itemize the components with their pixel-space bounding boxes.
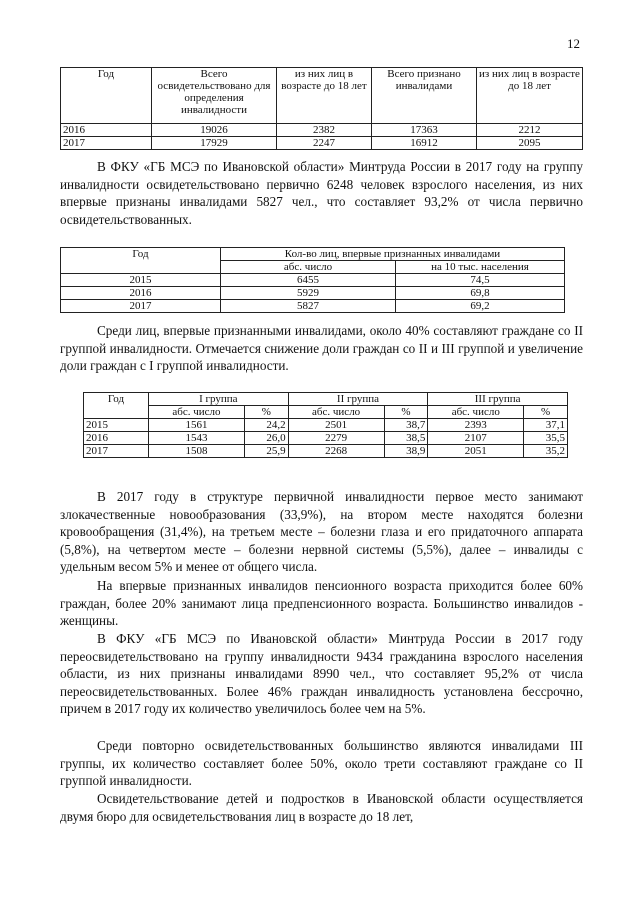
header-cell: % bbox=[244, 406, 288, 419]
cell: 2393 bbox=[428, 419, 524, 432]
table-row bbox=[61, 137, 583, 150]
cell: 1508 bbox=[149, 445, 245, 458]
cell: 19026 bbox=[152, 124, 277, 137]
table-row bbox=[61, 124, 583, 137]
header-cell: Год bbox=[61, 68, 152, 124]
table-row bbox=[84, 432, 568, 445]
cell: 2212 bbox=[477, 124, 583, 137]
cell: 74,5 bbox=[396, 274, 565, 287]
cell: 24,2 bbox=[244, 419, 288, 432]
paragraph: Среди лиц, впервые признанными инвалидами, около 40% составляют граждане со II группой инвалидности. Отмечается снижение доли граждан со II и III группой и увеличение доли граждан с I группой инвалидности. bbox=[60, 323, 583, 374]
cell: 2247 bbox=[277, 137, 372, 150]
table-header-row bbox=[84, 393, 568, 406]
header-cell: абс. число bbox=[288, 406, 384, 419]
cell: 2015 bbox=[61, 274, 221, 287]
cell: 2279 bbox=[288, 432, 384, 445]
header-cell: % bbox=[384, 406, 428, 419]
cell: 17363 bbox=[372, 124, 477, 137]
header-cell: I группа bbox=[149, 393, 289, 406]
table-row bbox=[84, 419, 568, 432]
cell: 38,7 bbox=[384, 419, 428, 432]
table-row bbox=[61, 300, 565, 313]
cell: 2095 bbox=[477, 137, 583, 150]
cell: 2501 bbox=[288, 419, 384, 432]
cell: 6455 bbox=[221, 274, 396, 287]
cell: 38,9 bbox=[384, 445, 428, 458]
cell: 2016 bbox=[61, 287, 221, 300]
cell: 25,9 bbox=[244, 445, 288, 458]
cell: 2382 bbox=[277, 124, 372, 137]
cell: 2017 bbox=[61, 137, 152, 150]
cell: 2268 bbox=[288, 445, 384, 458]
header-cell: % bbox=[524, 406, 568, 419]
table-row bbox=[84, 445, 568, 458]
paragraph: Среди повторно освидетельствованных большинство являются инвалидами III группы, их количество составляет более 50%, около трети составляют граждане со II группой инвалидности. bbox=[60, 738, 583, 789]
cell: 35,2 bbox=[524, 445, 568, 458]
cell: 26,0 bbox=[244, 432, 288, 445]
cell: 69,2 bbox=[396, 300, 565, 313]
cell: 37,1 bbox=[524, 419, 568, 432]
header-cell: из них лиц в возрасте до 18 лет bbox=[477, 68, 583, 124]
header-cell: на 10 тыс. населения bbox=[396, 261, 565, 274]
cell: 16912 bbox=[372, 137, 477, 150]
table-header-row bbox=[61, 68, 583, 124]
cell: 35,5 bbox=[524, 432, 568, 445]
cell: 1561 bbox=[149, 419, 245, 432]
table-header-row bbox=[61, 248, 565, 261]
header-cell: абс. число bbox=[149, 406, 245, 419]
cell: 1543 bbox=[149, 432, 245, 445]
header-cell: Всего освидетельствовано для определения инвалидности bbox=[152, 68, 277, 124]
paragraph: В 2017 году в структуре первичной инвалидности первое место занимают злокачественные новообразования (33,9%), на втором месте находятся болезни кровообращения (31,4%), на третьем месте – болезни глаза и его придаточного аппарата (5,8%), на четвертом месте – болезни нервной системы (5,5%), далее – инвалиды с удельным весом 5% и менее от общего числа. bbox=[60, 489, 583, 575]
cell: 2017 bbox=[84, 445, 149, 458]
page-number: 12 bbox=[567, 36, 580, 51]
paragraph: В ФКУ «ГБ МСЭ по Ивановской области» Минтруда России в 2017 году переосвидетельствовано на группу инвалидности 9434 гражданина взрослого населения области, из них признаны инвалидами 8990 чел., что составляет 95,2% от числа переосвидетельствованных. Более 46% граждан инвалидность установлена бессрочно, причем в 2017 году их количество увеличилось более чем на 5%. bbox=[60, 631, 583, 717]
header-cell: Кол-во лиц, впервые признанных инвалидами bbox=[221, 248, 565, 261]
table-examinations bbox=[60, 67, 583, 150]
cell: 38,5 bbox=[384, 432, 428, 445]
cell: 2051 bbox=[428, 445, 524, 458]
cell: 2017 bbox=[61, 300, 221, 313]
cell: 2107 bbox=[428, 432, 524, 445]
table-row bbox=[61, 274, 565, 287]
table-row bbox=[61, 287, 565, 300]
header-cell: из них лиц в возрасте до 18 лет bbox=[277, 68, 372, 124]
header-cell: Год bbox=[84, 393, 149, 419]
cell: 2016 bbox=[61, 124, 152, 137]
table-header-row bbox=[84, 406, 568, 419]
cell: 17929 bbox=[152, 137, 277, 150]
header-cell: II группа bbox=[288, 393, 428, 406]
header-cell: Год bbox=[61, 248, 221, 274]
header-cell: III группа bbox=[428, 393, 568, 406]
cell: 69,8 bbox=[396, 287, 565, 300]
table-by-group bbox=[83, 392, 568, 458]
cell: 5827 bbox=[221, 300, 396, 313]
cell: 2016 bbox=[84, 432, 149, 445]
cell: 2015 bbox=[84, 419, 149, 432]
header-cell: абс. число bbox=[428, 406, 524, 419]
table-first-time-disabled bbox=[60, 247, 565, 313]
paragraph: Освидетельствование детей и подростков в Ивановской области осуществляется двумя бюро для освидетельствования лиц в возрасте до 18 лет, bbox=[60, 791, 583, 824]
cell: 5929 bbox=[221, 287, 396, 300]
header-cell: Всего признано инвалидами bbox=[372, 68, 477, 124]
paragraph: На впервые признанных инвалидов пенсионного возраста приходится более 60% граждан, более 20% занимают лица предпенсионного возраста. Большинство инвалидов - женщины. bbox=[60, 578, 583, 629]
header-cell: абс. число bbox=[221, 261, 396, 274]
paragraph: В ФКУ «ГБ МСЭ по Ивановской области» Минтруда России в 2017 году на группу инвалидности освидетельствовано первично 6248 человек взрослого населения, из них впервые признаны инвалидами 5827 чел., что составляет 93,2% от числа первично освидетельствованных. bbox=[60, 159, 583, 227]
